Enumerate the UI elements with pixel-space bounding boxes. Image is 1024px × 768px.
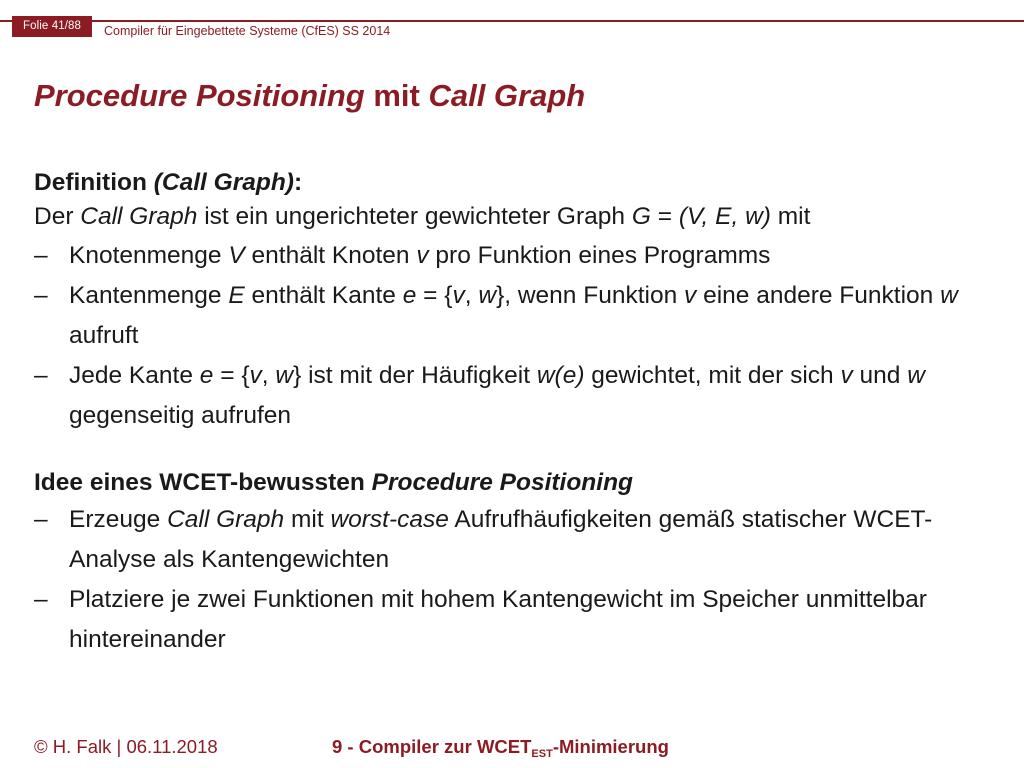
title-part-italic: Procedure Positioning — [34, 78, 365, 113]
slide-content — [34, 166, 994, 660]
title-part: mit — [364, 78, 429, 113]
definition-bullet-nodes: – Knotenmenge V enthält Knoten v pro Funktion eines Programms — [34, 236, 994, 276]
footer-lecture-title: 9 - Compiler zur $WCET_{EST}$-Minimierung — [332, 736, 669, 760]
idea-bullet-create-graph: – Erzeuge Call Graph mit worst-case Aufrufhäufigkeiten gemäß statischer WCET-Analyse als Kantengewichten — [34, 500, 994, 580]
course-title: Compiler für Eingebettete Systeme (CfES) SS 2014 — [104, 24, 391, 38]
title-part-italic: Call Graph — [428, 78, 586, 113]
bullet-dash: – — [34, 506, 48, 533]
bullet-dash: – — [34, 586, 48, 613]
definition-bullet-list — [34, 236, 994, 436]
slide-number-tab: Folie 41/88 — [12, 16, 92, 37]
bullet-dash: – — [34, 242, 48, 269]
idea-heading: Idee eines WCET-bewussten Procedure Positioning — [34, 469, 634, 496]
definition-intro: Der Call Graph ist ein ungerichteter gewichteter Graph G = (V, E, w) mit — [34, 203, 811, 230]
footer-author-date: © H. Falk | 06.11.2018 — [34, 736, 218, 757]
slide-title — [34, 76, 585, 116]
section-spacer — [34, 436, 994, 466]
definition-heading: Definition (Call Graph): — [34, 169, 303, 196]
bullet-dash: – — [34, 362, 48, 389]
bullet-dash: – — [34, 282, 48, 309]
definition-bullet-edges: – Kantenmenge E enthält Kante e = {v, w}, wenn Funktion v eine andere Funktion w aufruft — [34, 276, 994, 356]
definition-bullet-weights: – Jede Kante e = {v, w} ist mit der Häufigkeit w(e) gewichtet, mit der sich v und w gegenseitig aufrufen — [34, 356, 994, 436]
idea-bullet-place-functions: – Platziere je zwei Funktionen mit hohem Kantengewicht im Speicher unmittelbar hintereinander — [34, 580, 994, 660]
idea-bullet-list — [34, 500, 994, 660]
